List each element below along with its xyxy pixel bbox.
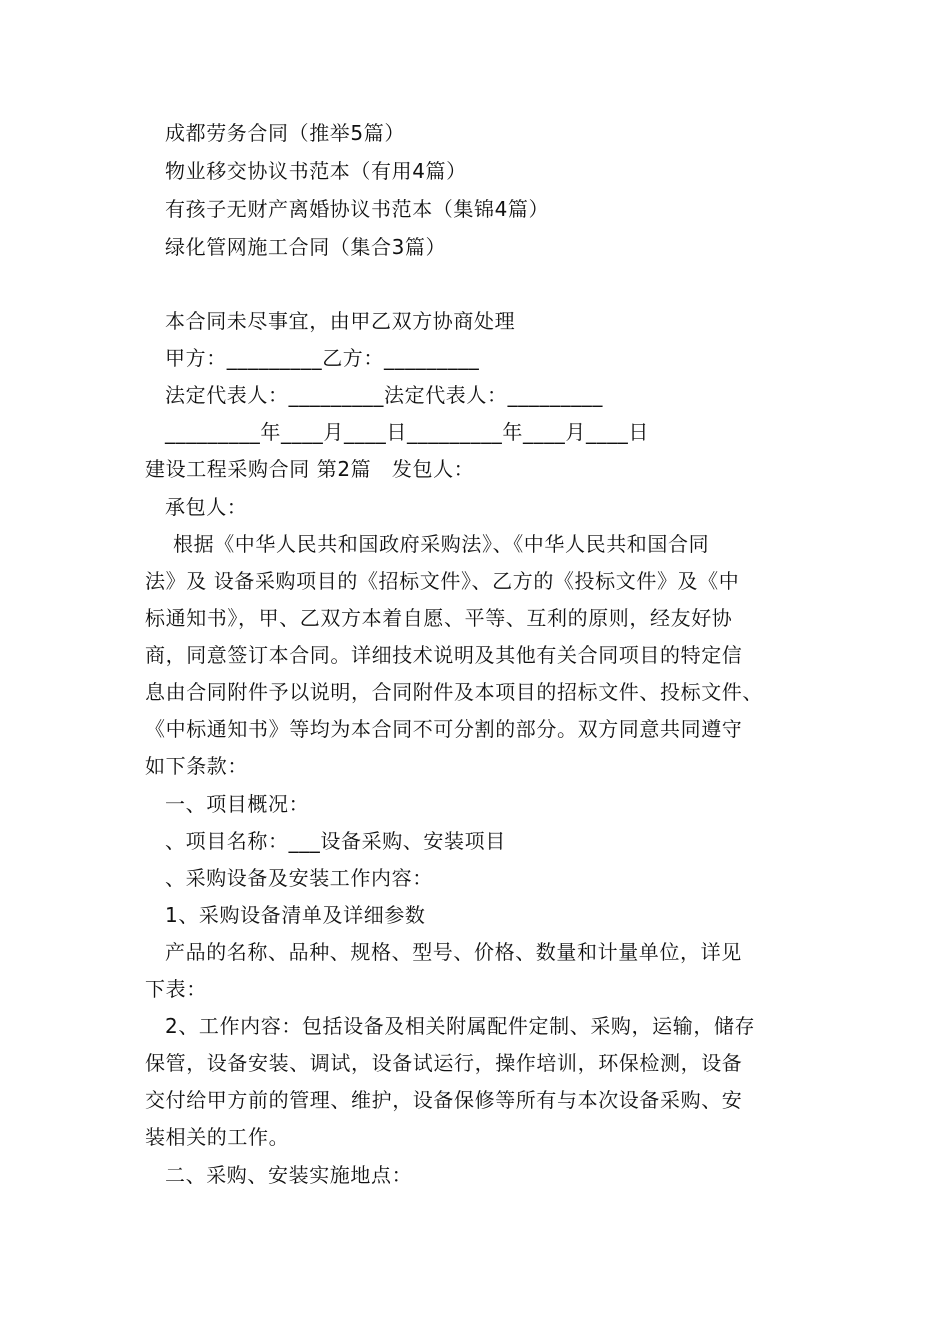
item-paragraph-line: 交付给甲方前的管理、维护，设备保修等所有与本次设备采购、安 <box>145 1088 743 1112</box>
contractor-label: 承包人： <box>165 495 248 519</box>
related-link[interactable]: 有孩子无财产离婚协议书范本（集锦4篇） <box>165 197 550 221</box>
intro-paragraph-line: 如下条款： <box>145 754 248 778</box>
related-link[interactable]: 成都劳务合同（推举5篇） <box>165 121 405 145</box>
date-signature-line: _________年____月____日_________年____月____日 <box>165 420 649 444</box>
section-title: 一、项目概况： <box>165 792 310 816</box>
related-link[interactable]: 物业移交协议书范本（有用4篇） <box>165 159 467 183</box>
intro-paragraph-line: 《中标通知书》等均为本合同不可分割的部分。双方同意共同遵守 <box>145 717 743 741</box>
intro-paragraph-line: 法》及 设备采购项目的《招标文件》、乙方的《投标文件》及《中 <box>145 569 740 593</box>
item-paragraph-line: 2、工作内容：包括设备及相关附属配件定制、采购，运输，储存 <box>165 1014 756 1038</box>
project-name: 、项目名称：___设备采购、安装项目 <box>165 829 506 853</box>
intro-paragraph-line: 商，同意签订本合同。详细技术说明及其他有关合同项目的特定信 <box>145 643 743 667</box>
contract-heading: 建设工程采购合同 第2篇 发包人： <box>145 457 475 481</box>
intro-paragraph-line: 息由合同附件予以说明，合同附件及本项目的招标文件、投标文件、 <box>145 680 763 704</box>
item-paragraph-line: 下表： <box>145 977 207 1001</box>
representatives-signature-line: 法定代表人：_________法定代表人：_________ <box>165 383 603 407</box>
intro-paragraph-line: 标通知书》，甲、乙双方本着自愿、平等、互利的原则，经友好协 <box>145 606 733 630</box>
item-paragraph-line: 保管，设备安装、调试，设备试运行，操作培训，环保检测，设备 <box>145 1051 743 1075</box>
parties-signature-line: 甲方：_________乙方：_________ <box>165 346 480 370</box>
item-paragraph-line: 装相关的工作。 <box>145 1125 290 1149</box>
closing-clause: 本合同未尽事宜，由甲乙双方协商处理 <box>165 309 516 333</box>
section-title: 二、采购、安装实施地点： <box>165 1163 413 1187</box>
intro-paragraph-line: 根据《中华人民共和国政府采购法》、《中华人民共和国合同 <box>173 532 710 556</box>
scope-title: 、采购设备及安装工作内容： <box>165 866 433 890</box>
item-title: 1、采购设备清单及详细参数 <box>165 903 426 927</box>
item-paragraph-line: 产品的名称、品种、规格、型号、价格、数量和计量单位，详见 <box>165 940 742 964</box>
related-link[interactable]: 绿化管网施工合同（集合3篇） <box>165 235 447 259</box>
